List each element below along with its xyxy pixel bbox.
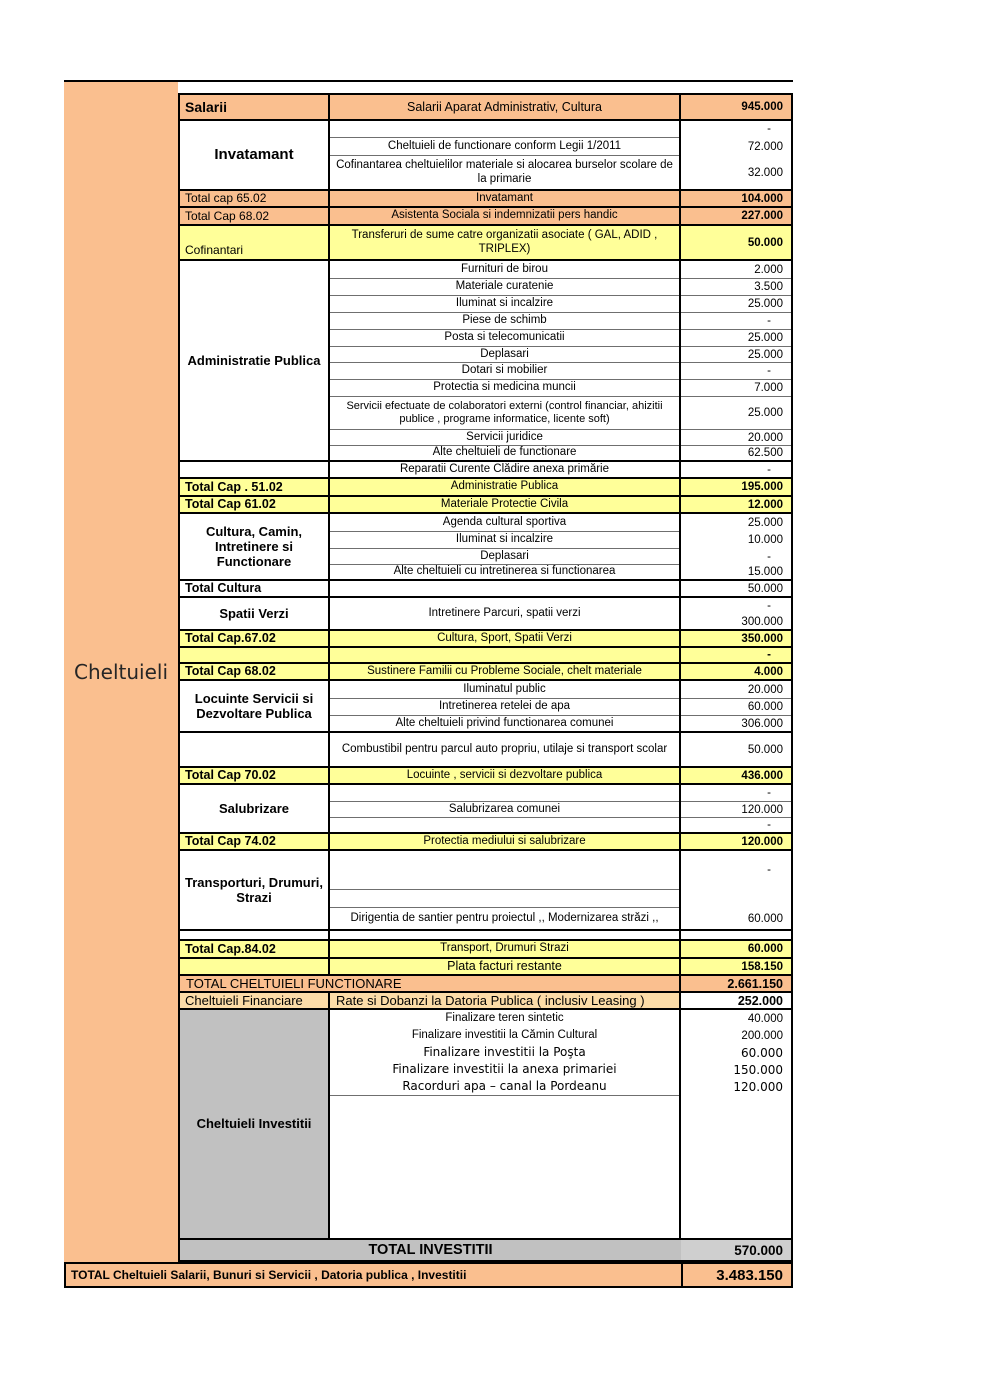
row-combustibil (180, 731, 791, 766)
row-total-cap-74-02 (180, 832, 791, 849)
row-total-cheltuieli-functionare (180, 974, 791, 991)
amount-cell: 150.000 (733, 1063, 783, 1077)
amount-cell: 158.150 (741, 960, 783, 973)
category-cell: Total Cultura (180, 581, 330, 596)
category-cell (180, 931, 330, 939)
desc-cell: Sustinere Familii cu Probleme Sociale, chelt materiale (367, 664, 642, 677)
desc-cell: Agenda cultural sportiva (442, 515, 567, 528)
category-cell: Locuinte Servicii si Dezvoltare Publica (180, 681, 330, 731)
desc-cell: Posta si telecomunicatii (330, 329, 679, 346)
desc-cell: Protectia si medicina muncii (330, 379, 679, 396)
amount-cell: 4.000 (754, 665, 783, 678)
desc-cell: Furnituri de birou (461, 262, 548, 275)
desc-cell: Racorduri apa – canal la Pordeanu (402, 1079, 607, 1094)
desc-cell: Plata facturi restante (447, 959, 562, 974)
amount-cell: 120.000 (681, 801, 791, 817)
desc-cell (330, 851, 679, 889)
row-total-cap-68-02-social (180, 206, 791, 224)
amount-cell: 25.000 (681, 329, 791, 346)
amount-cell: 20.000 (681, 429, 791, 445)
amount-cell: 72.000 (747, 140, 783, 153)
desc-cell: Alte cheltuieli cu intretinerea si functionarea (330, 564, 679, 579)
category-cell: Invatamant (180, 121, 330, 189)
amount-cell: 300.000 (741, 615, 783, 628)
amount-cell: - (681, 362, 791, 379)
category-cell: Total Cap.67.02 (180, 631, 330, 646)
amount-cell: 945.000 (741, 101, 783, 113)
row-total-investitii (180, 1238, 791, 1260)
block-administratie-publica (180, 259, 791, 460)
amount-cell: 40.000 (747, 1012, 783, 1025)
amount-cell: 120.000 (733, 1080, 783, 1094)
amount-cell: 7.000 (681, 379, 791, 396)
category-cell (180, 462, 330, 477)
desc-cell (330, 931, 679, 939)
amount-cell: - (767, 463, 771, 476)
desc-cell (330, 817, 679, 832)
amount-cell: 195.000 (741, 481, 783, 493)
amount-cell-empty (681, 1095, 791, 1238)
desc-cell: Alte cheltuieli de functionare (330, 445, 679, 460)
block-salubrizare (180, 783, 791, 832)
amount-cell: 436.000 (741, 769, 783, 782)
category-cell: Transporturi, Drumuri, Strazi (180, 851, 330, 929)
amount-cell: 20.000 (747, 683, 783, 696)
category-cell: Cheltuieli Financiare (180, 993, 330, 1008)
desc-cell-empty (330, 1095, 679, 1238)
grand-total-label: TOTAL Cheltuieli Salarii, Bunuri si Servicii , Datoria publica , Investitii (66, 1264, 683, 1286)
amount-cell: 50.000 (747, 743, 783, 756)
desc-cell: Cheltuieli de functionare conform Legii 1/2011 (330, 137, 679, 155)
category-cell: Total Cap 70.02 (180, 768, 330, 783)
desc-cell: Deplasari (330, 346, 679, 362)
desc-cell: Alte cheltuieli privind functionarea comunei (330, 715, 679, 731)
desc-cell: Reparatii Curente Clădire anexa primărie (399, 462, 610, 475)
desc-cell: Rate si Dobanzi la Datoria Publica ( inclusiv Leasing ) (336, 993, 645, 1008)
row-total-cap-61-02 (180, 495, 791, 512)
amount-cell: - (767, 599, 771, 612)
amount-cell: 570.000 (734, 1242, 783, 1258)
category-cell: Salubrizare (180, 785, 330, 832)
category-cell: Cheltuieli Investitii (180, 1010, 330, 1238)
row-plata-facturi (180, 957, 791, 974)
category-cell: Total Cap.84.02 (180, 941, 330, 957)
row-empty-yellow (180, 646, 791, 662)
desc-cell: Servicii efectuate de colaboratori externi (control financiar, ahizitii publice , programe informatice, licente soft) (330, 396, 679, 429)
block-cultura-camin (180, 512, 791, 579)
row-total-cap-51-02 (180, 477, 791, 495)
category-cell: Cofinantari (180, 226, 330, 259)
desc-cell: Locuinte , servicii si dezvoltare publica (406, 768, 603, 781)
amount-cell (681, 889, 791, 907)
row-total-cap-68-02-sustinere (180, 662, 791, 679)
desc-cell: Intretinere Parcuri, spatii verzi (428, 606, 581, 619)
desc-cell (330, 785, 679, 801)
amount-cell: 227.000 (741, 210, 783, 222)
category-cell: Salarii (180, 95, 330, 119)
row-reparatii-curente (180, 460, 791, 477)
desc-cell: Deplasari (330, 548, 679, 564)
amount-cell: 120.000 (741, 835, 783, 848)
desc-cell: Invatamant (476, 191, 533, 204)
amount-cell: 350.000 (741, 632, 783, 645)
desc-cell: Materiale curatenie (330, 278, 679, 295)
category-cell: Total Cap 68.02 (180, 208, 330, 224)
total-label-cell: TOTAL CHELTUIELI FUNCTIONARE (180, 976, 681, 991)
amount-cell: 32.000 (747, 166, 783, 179)
row-salarii (180, 95, 791, 119)
desc-cell (330, 581, 679, 596)
amount-cell: 50.000 (747, 582, 783, 595)
amount-cell (681, 931, 791, 939)
amount-cell: 2.000 (754, 263, 783, 276)
category-cell: Total Cap 68.02 (180, 664, 330, 679)
desc-cell: Iluminat si incalzire (330, 295, 679, 312)
grand-total-amount: 3.483.150 (716, 1266, 783, 1284)
amount-cell: - (767, 787, 771, 799)
amount-cell: 60.000 (747, 912, 783, 925)
desc-cell (330, 889, 679, 907)
amount-cell: - (767, 649, 771, 661)
amount-cell: 306.000 (681, 715, 791, 731)
row-empty-white (180, 929, 791, 939)
desc-cell: Transferuri de sume catre organizatii asociate ( GAL, ADID , TRIPLEX) (351, 228, 658, 255)
amount-cell: 12.000 (747, 498, 783, 511)
amount-cell: 25.000 (747, 516, 783, 529)
expense-table (178, 93, 793, 1262)
amount-cell: - (767, 123, 771, 135)
amount-cell: 50.000 (747, 236, 783, 249)
desc-cell: Transport, Drumuri Strazi (440, 942, 569, 955)
desc-cell: Finalizare investitii la anexa primariei (392, 1062, 617, 1077)
amount-cell: 25.000 (681, 346, 791, 362)
amount-cell: - (681, 312, 791, 329)
side-label: Cheltuieli (74, 660, 168, 684)
category-cell: Total Cap 61.02 (180, 497, 330, 512)
category-cell (180, 959, 330, 974)
row-total-cap-70-02 (180, 766, 791, 783)
block-locuinte-servicii (180, 679, 791, 731)
desc-cell: Finalizare teren sintetic (445, 1011, 564, 1024)
category-cell: Spatii Verzi (180, 598, 330, 629)
desc-cell: Combustibil pentru parcul auto propriu, utilaje si transport scolar (341, 742, 668, 755)
desc-cell: Asistenta Sociala si indemnizatii pers handic (391, 209, 618, 222)
amount-cell: 104.000 (741, 192, 783, 205)
desc-cell: Finalizare investitii la Poşta (423, 1045, 586, 1060)
desc-cell: Cofinantarea cheltuielilor materiale si alocarea burselor scolare de la primarie (330, 155, 679, 189)
desc-cell: Dotari si mobilier (330, 362, 679, 379)
amount-cell: 62.500 (681, 445, 791, 460)
desc-cell: Servicii juridice (330, 429, 679, 445)
category-cell: Total Cap 74.02 (180, 834, 330, 849)
amount-cell: 60.000 (681, 698, 791, 715)
block-invatamant (180, 119, 791, 189)
amount-cell: - (767, 550, 771, 563)
amount-cell: 25.000 (681, 396, 791, 429)
category-cell: Administratie Publica (180, 261, 330, 460)
category-cell: Cultura, Camin, Intretinere si Functionare (180, 514, 330, 579)
desc-cell: Salubrizarea comunei (330, 801, 679, 817)
amount-cell: 3.500 (681, 278, 791, 295)
desc-cell: Dirigentia de santier pentru proiectul ,, Modernizarea străzi ,, (330, 907, 679, 929)
desc-cell (330, 121, 679, 137)
amount-cell: - (767, 864, 771, 876)
amount-cell: - (681, 817, 791, 832)
block-cheltuieli-investitii (180, 1008, 791, 1238)
desc-cell (330, 648, 679, 662)
category-cell (180, 733, 330, 766)
row-total-cap-67-02 (180, 629, 791, 646)
category-cell: Total Cap . 51.02 (180, 479, 330, 495)
block-transporturi (180, 849, 791, 929)
amount-cell: 10.000 (747, 534, 783, 546)
desc-cell: Materiale Protectie Civila (440, 497, 569, 510)
total-label-cell: TOTAL INVESTITII (180, 1240, 681, 1260)
row-cheltuieli-financiare (180, 991, 791, 1008)
grand-total-row (64, 1262, 793, 1288)
desc-cell: Finalizare investitii la Cămin Cultural (411, 1028, 598, 1041)
category-cell: Total cap 65.02 (180, 191, 330, 206)
desc-cell: Iluminat si incalzire (330, 531, 679, 548)
desc-cell: Cultura, Sport, Spatii Verzi (437, 631, 572, 644)
row-total-cap-84-02 (180, 939, 791, 957)
block-spatii-verzi (180, 596, 791, 629)
desc-cell: Intretinerea retelei de apa (330, 698, 679, 715)
cheltuieli-side-column (64, 82, 178, 1262)
amount-cell: 60.000 (747, 943, 783, 955)
amount-cell: 15.000 (747, 566, 783, 578)
row-total-cap-65-02 (180, 189, 791, 206)
desc-cell: Piese de schimb (330, 312, 679, 329)
desc-cell: Administratie Publica (450, 480, 559, 493)
amount-cell: 2.661.150 (727, 976, 783, 991)
desc-cell: Protectia mediului si salubrizare (423, 834, 586, 847)
row-total-cultura (180, 579, 791, 596)
amount-cell: 200.000 (741, 1030, 783, 1042)
amount-cell: 25.000 (681, 295, 791, 312)
desc-cell: Iluminatul public (463, 682, 546, 695)
category-cell (180, 648, 330, 662)
desc-cell: Salarii Aparat Administrativ, Cultura (407, 99, 602, 114)
amount-cell: 252.000 (737, 993, 783, 1008)
row-cofinantari (180, 224, 791, 259)
amount-cell: 60.000 (741, 1046, 783, 1060)
